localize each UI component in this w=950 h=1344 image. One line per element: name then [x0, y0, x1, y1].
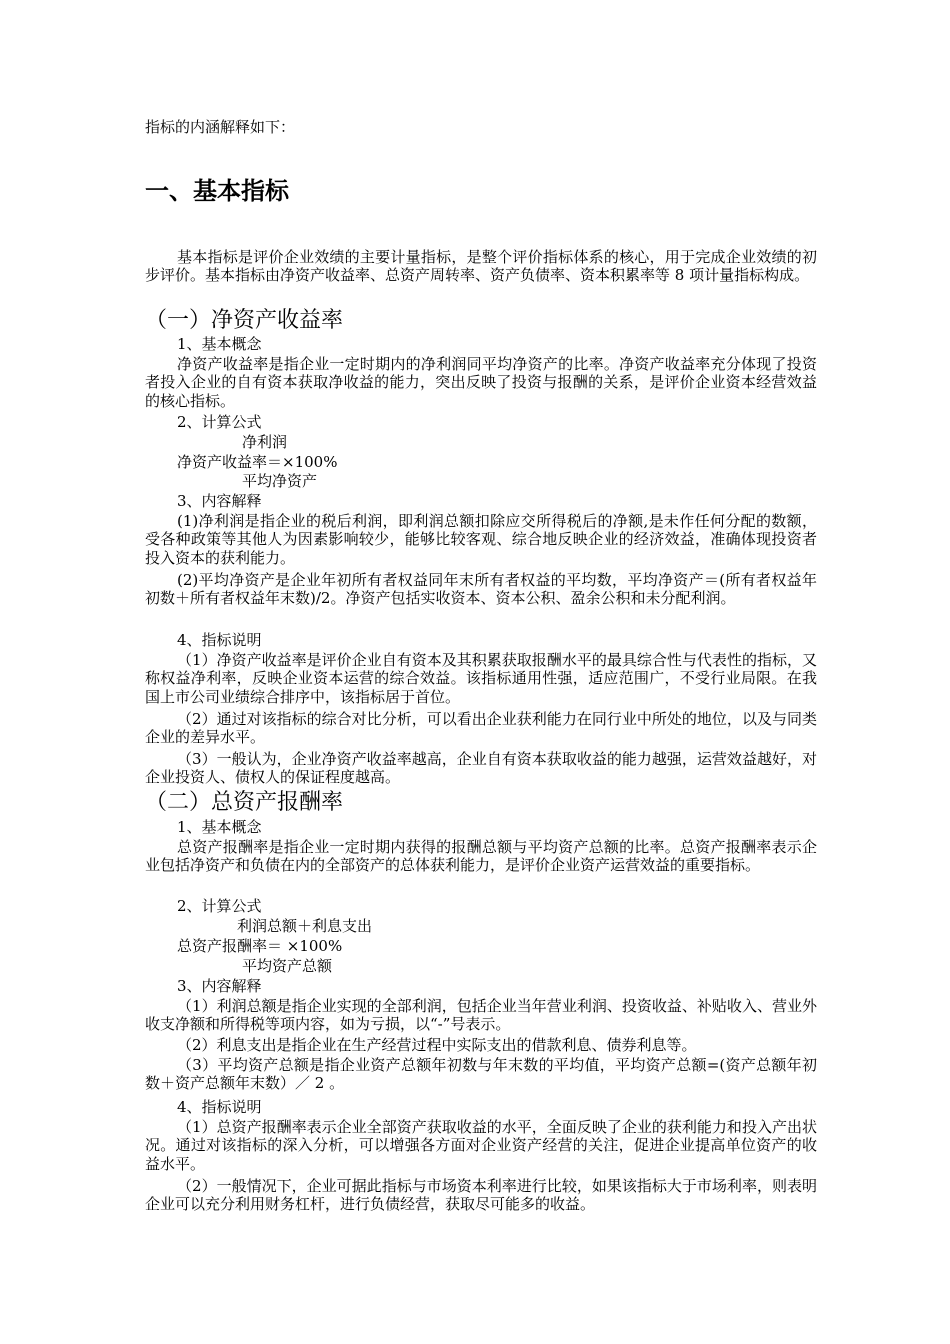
roe-formula: 净资产收益率＝×100% — [177, 453, 338, 471]
roa-explanation-2: （2）利息支出是指企业在生产经营过程中实际支出的借款利息、债券利息等。 — [177, 1036, 697, 1054]
section-title-roa: （二）总资产报酬率 — [145, 790, 344, 815]
roe-concept-paragraph: 净资产收益率是指企业一定时期内的净利润同平均净资产的比率。净资产收益率充分体现了投资者投入企业的自有资本获取净收益的能力，突出反映了投资与报酬的关系，是评价企业资本经营效益的核心指标。 — [145, 355, 817, 410]
roa-formula-numerator: 利润总额＋利息支出 — [237, 917, 373, 935]
intro-text: 指标的内涵解释如下： — [145, 118, 296, 136]
label-indicator-note: 4、指标说明 — [177, 1098, 262, 1116]
roa-concept-paragraph: 总资产报酬率是指企业一定时期内获得的报酬总额与平均资产总额的比率。总资产报酬率表示企业包括净资产和负债在内的全部资产的总体获利能力，是评价企业资产运营效益的重要指标。 — [145, 838, 817, 875]
roe-formula-numerator: 净利润 — [242, 433, 288, 451]
label-content-explanation: 3、内容解释 — [177, 977, 262, 995]
roe-formula-denominator: 平均净资产 — [242, 472, 318, 490]
basic-indicators-paragraph: 基本指标是评价企业效绩的主要计量指标，是整个评价指标体系的核心，用于完成企业效绩的初步评价。基本指标由净资产收益率、总资产周转率、资产负债率、资本积累率等 8 项计量指标构成。 — [145, 248, 817, 285]
label-content-explanation: 3、内容解释 — [177, 492, 262, 510]
roe-note-1: （1）净资产收益率是评价企业自有资本及其积累获取报酬水平的最具综合性与代表性的指标，又称权益净利率，反映企业资本运营的综合效益。该指标通用性强，适应范围广，不受行业局限。在我国上市公司业绩综合排序中，该指标居于首位。 — [145, 651, 817, 706]
roa-formula: 总资产报酬率＝ ×100% — [177, 937, 343, 955]
roa-note-1: （1）总资产报酬率表示企业全部资产获取收益的水平，全面反映了企业的获利能力和投入产出状况。通过对该指标的深入分析，可以增强各方面对企业资产经营的关注，促进企业提高单位资产的收益水平。 — [145, 1118, 817, 1173]
roa-explanation-1: （1）利润总额是指企业实现的全部利润，包括企业当年营业利润、投资收益、补贴收入、营业外收支净额和所得税等项内容，如为亏损，以“-”号表示。 — [145, 997, 817, 1034]
roa-explanation-3: （3）平均资产总额是指企业资产总额年初数与年末数的平均值，平均资产总额=(资产总额年初数＋资产总额年末数）／ 2 。 — [145, 1056, 817, 1093]
label-formula: 2、计算公式 — [177, 413, 262, 431]
label-basic-concept: 1、基本概念 — [177, 335, 262, 353]
roe-explanation-1: (1)净利润是指企业的税后利润，即利润总额扣除应交所得税后的净额,是未作任何分配的数额，受各种政策等其他人为因素影响较少，能够比较客观、综合地反映企业的经济效益，准确体现投资者投入资本的获利能力。 — [145, 512, 817, 567]
roe-note-2: （2）通过对该指标的综合对比分析，可以看出企业获利能力在同行业中所处的地位，以及与同类企业的差异水平。 — [145, 710, 817, 747]
label-basic-concept: 1、基本概念 — [177, 818, 262, 836]
roa-formula-denominator: 平均资产总额 — [242, 957, 333, 975]
roe-note-3: （3）一般认为，企业净资产收益率越高，企业自有资本获取收益的能力越强，运营效益越好，对企业投资人、债权人的保证程度越高。 — [145, 750, 817, 787]
label-formula: 2、计算公式 — [177, 897, 262, 915]
heading-basic-indicators: 一、基本指标 — [145, 177, 289, 205]
label-indicator-note: 4、指标说明 — [177, 631, 262, 649]
section-title-roe: （一）净资产收益率 — [145, 308, 344, 333]
roa-note-2: （2）一般情况下，企业可据此指标与市场资本利率进行比较，如果该指标大于市场利率，则表明企业可以充分利用财务杠杆，进行负债经营，获取尽可能多的收益。 — [145, 1177, 817, 1214]
roe-explanation-2: (2)平均净资产是企业年初所有者权益同年末所有者权益的平均数，平均净资产＝(所有者权益年初数＋所有者权益年末数)/2。净资产包括实收资本、资本公积、盈余公积和未分配利润。 — [145, 571, 817, 608]
